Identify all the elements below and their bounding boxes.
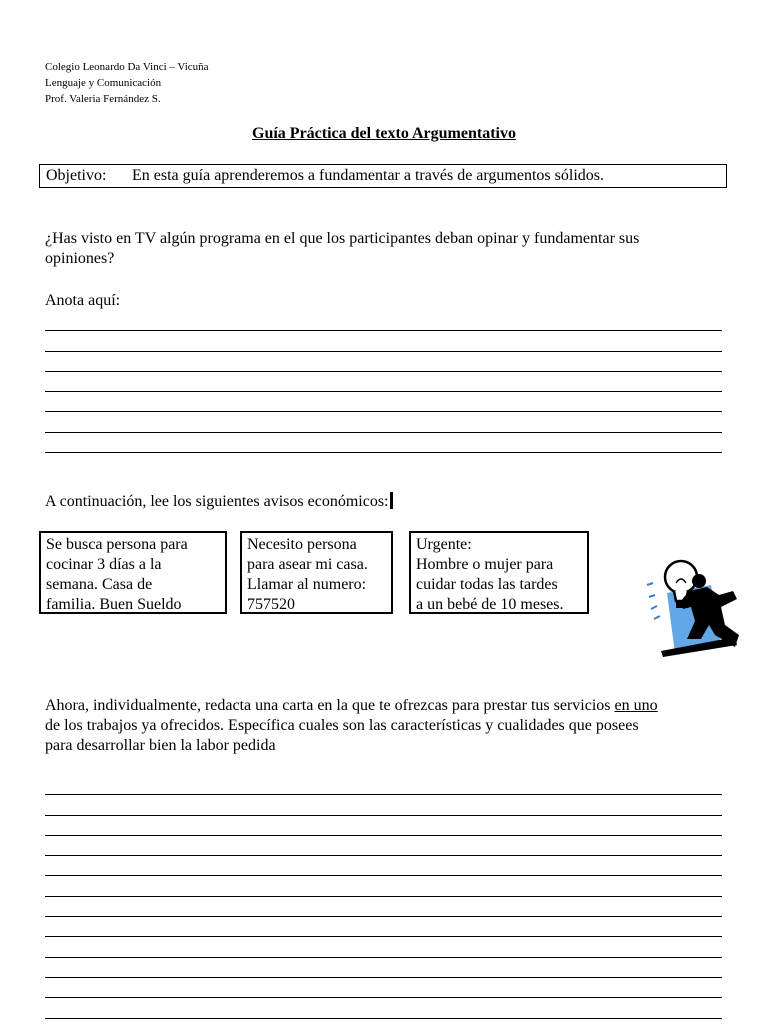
answer-line[interactable] [45, 311, 722, 331]
letter-line[interactable] [45, 856, 722, 876]
ad-line: Hombre o mujer para [416, 556, 554, 573]
ad-line: a un bebé de 10 meses. [416, 596, 564, 613]
ad-line: cocinar 3 días a la [46, 556, 162, 573]
task-line [45, 696, 658, 716]
teacher-name: Prof. Valeria Fernández S. [45, 93, 161, 105]
question-line: ¿Has visto en TV algún programa en el que los participantes deban opinar y fundamentar sus [45, 230, 640, 247]
ad-line: familia. Buen Sueldo [46, 596, 182, 613]
ad-line: cuidar todas las tardes [416, 576, 558, 593]
objective-text: En esta guía aprenderemos a fundamentar a través de argumentos sólidos. [132, 167, 604, 184]
objective-label: Objetivo: [46, 167, 107, 184]
answer-lines [45, 311, 722, 453]
letter-line[interactable] [45, 897, 722, 917]
question-line: opiniones? [45, 250, 115, 267]
answer-line[interactable] [45, 392, 722, 412]
ad-line: Se busca persona para [46, 536, 188, 553]
letter-lines [45, 775, 722, 1019]
answer-line[interactable] [45, 331, 722, 351]
letter-line[interactable] [45, 937, 722, 957]
note-label: Anota aquí: [45, 292, 121, 309]
letter-line[interactable] [45, 958, 722, 978]
letter-line[interactable] [45, 795, 722, 815]
task-underlined-text: en uno [614, 697, 658, 714]
ads-intro-text: A continuación, lee los siguientes avisos económicos: [45, 493, 389, 510]
subject-name: Lenguaje y Comunicación [45, 77, 162, 89]
ad-line: Urgente: [416, 536, 472, 553]
answer-line[interactable] [45, 433, 722, 453]
letter-line[interactable] [45, 775, 722, 795]
person-with-lightbulb-icon [645, 555, 745, 657]
school-header [45, 59, 209, 107]
letter-line[interactable] [45, 816, 722, 836]
ad-box [39, 531, 227, 614]
task-text: Ahora, individualmente, redacta una carta en la que te ofrezcas para prestar tus servicios [45, 697, 615, 714]
text-cursor [390, 492, 393, 509]
ad-line: semana. Casa de [46, 576, 153, 593]
letter-line[interactable] [45, 978, 722, 998]
answer-line[interactable] [45, 412, 722, 432]
ad-line: 757520 [247, 596, 295, 613]
letter-line[interactable] [45, 917, 722, 937]
school-name: Colegio Leonardo Da Vinci – Vicuña [45, 61, 209, 73]
question-paragraph [45, 229, 639, 269]
task-line: para desarrollar bien la labor pedida [45, 737, 276, 754]
task-paragraph [45, 696, 658, 756]
ad-line: Llamar al numero: [247, 576, 367, 593]
answer-line[interactable] [45, 352, 722, 372]
answer-line[interactable] [45, 372, 722, 392]
ad-line: Necesito persona [247, 536, 357, 553]
letter-line[interactable] [45, 836, 722, 856]
page-title: Guía Práctica del texto Argumentativo [252, 125, 516, 142]
task-line: de los trabajos ya ofrecidos. Específica cuales son las características y cualidades que posees [45, 717, 639, 734]
letter-line[interactable] [45, 876, 722, 896]
letter-line[interactable] [45, 998, 722, 1018]
ad-box [409, 531, 589, 614]
objective-box [39, 164, 727, 188]
ad-line: para asear mi casa. [247, 556, 368, 573]
ad-box [240, 531, 393, 614]
ads-intro [45, 492, 393, 512]
